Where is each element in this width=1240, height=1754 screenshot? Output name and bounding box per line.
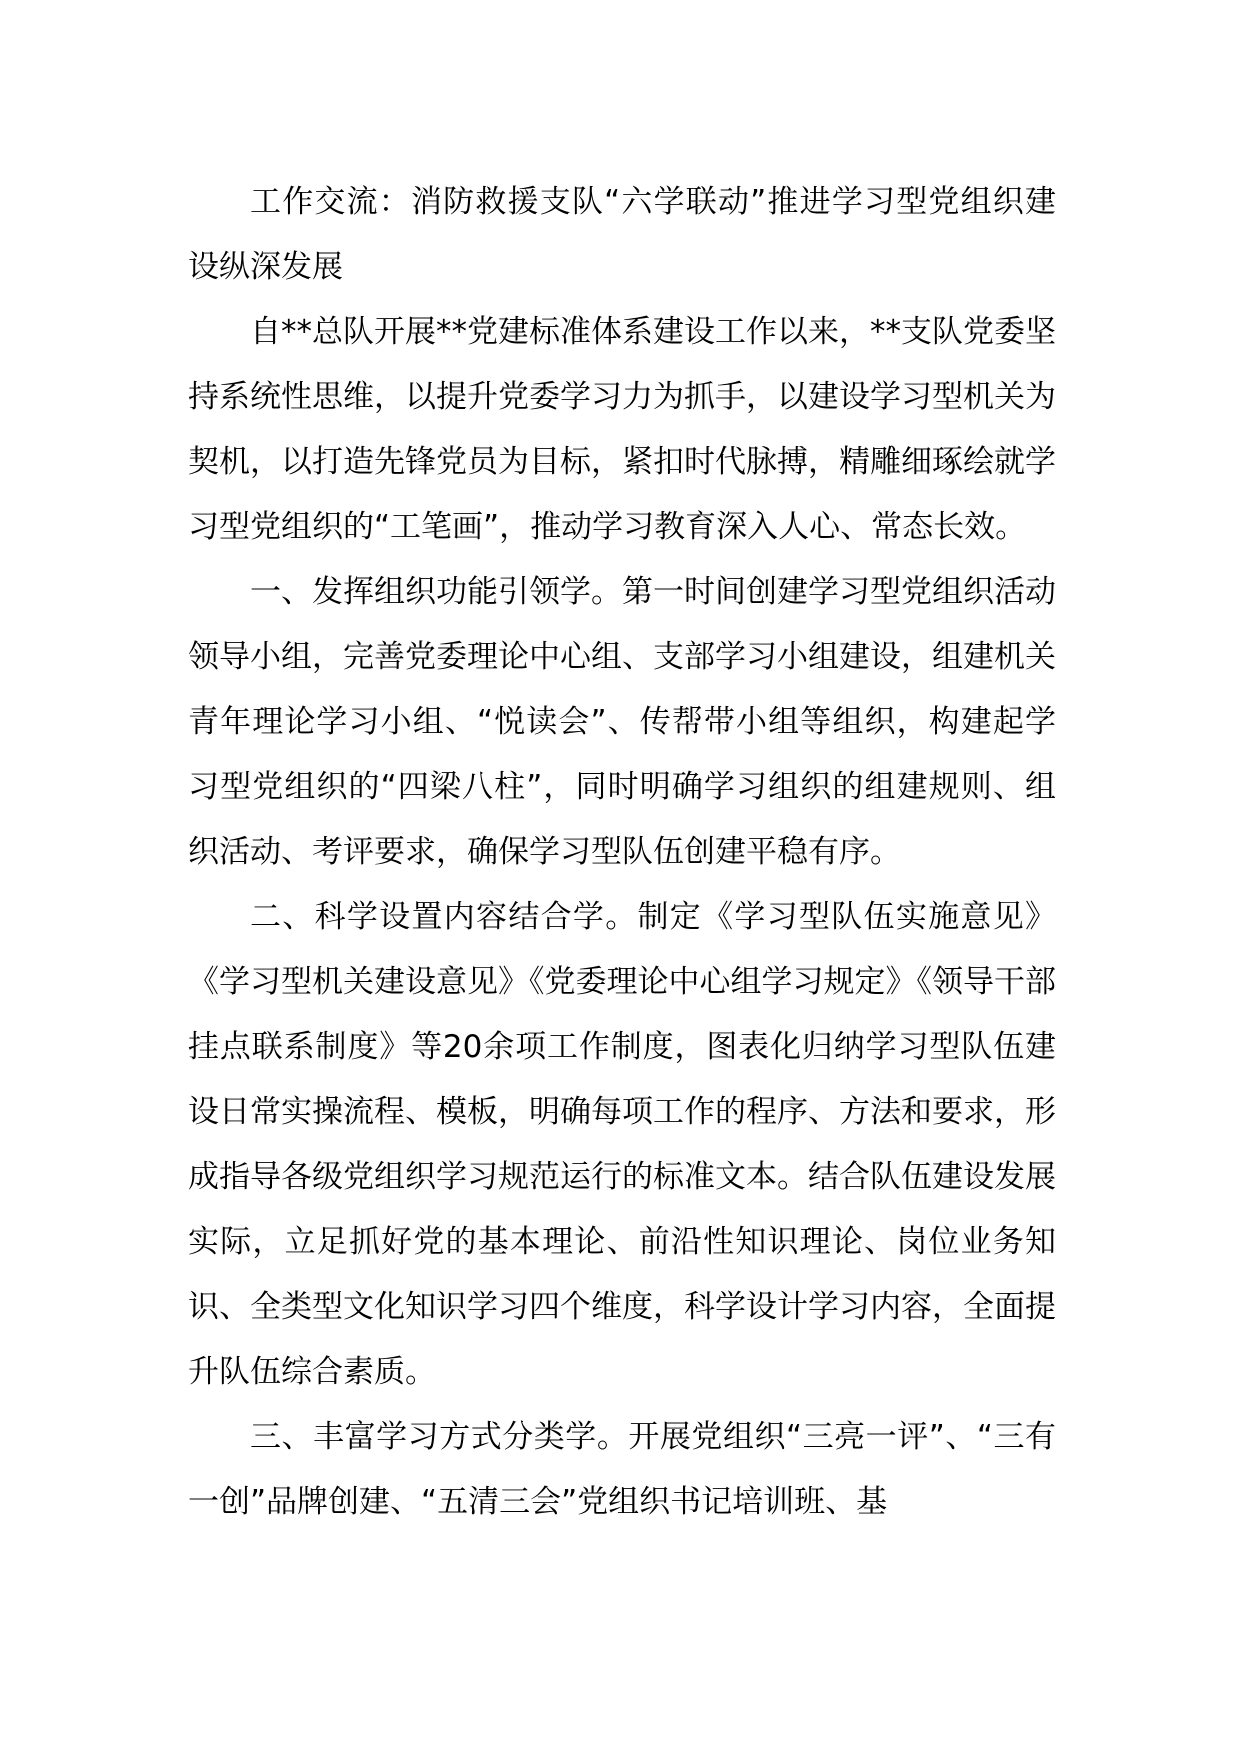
paragraph-intro: 自**总队开展**党建标准体系建设工作以来，**支队党委坚持系统性思维，以提升党委学习力为抓手，以建设学习型机关为契机，以打造先锋党员为目标，紧扣时代脉搏，精雕细琢绘就学习型党组织的“工笔画”，推动学习教育深入人心、常态长效。	[188, 314, 1056, 545]
document-body	[188, 170, 1056, 1535]
paragraph-section-1: 一、发挥组织功能引领学。第一时间创建学习型党组织活动领导小组，完善党委理论中心组、支部学习小组建设，组建机关青年理论学习小组、“悦读会”、传帮带小组等组织，构建起学习型党组织的“四梁八柱”，同时明确学习组织的组建规则、组织活动、考评要求，确保学习型队伍创建平稳有序。	[188, 574, 1056, 870]
paragraph-section-2: 二、科学设置内容结合学。制定《学习型队伍实施意见》《学习型机关建设意见》《党委理论中心组学习规定》《领导干部挂点联系制度》等20余项工作制度，图表化归纳学习型队伍建设日常实操流程、模板，明确每项工作的程序、方法和要求，形成指导各级党组织学习规范运行的标准文本。结合队伍建设发展实际，立足抓好党的基本理论、前沿性知识理论、岗位业务知识、全类型文化知识学习四个维度，科学设计学习内容，全面提升队伍综合素质。	[188, 899, 1056, 1390]
paragraph-section-3: 三、丰富学习方式分类学。开展党组织“三亮一评”、“三有一创”品牌创建、“五清三会”党组织书记培训班、基	[188, 1419, 1056, 1520]
document-title: 工作交流：消防救援支队“六学联动”推进学习型党组织建设纵深发展	[188, 184, 1056, 285]
